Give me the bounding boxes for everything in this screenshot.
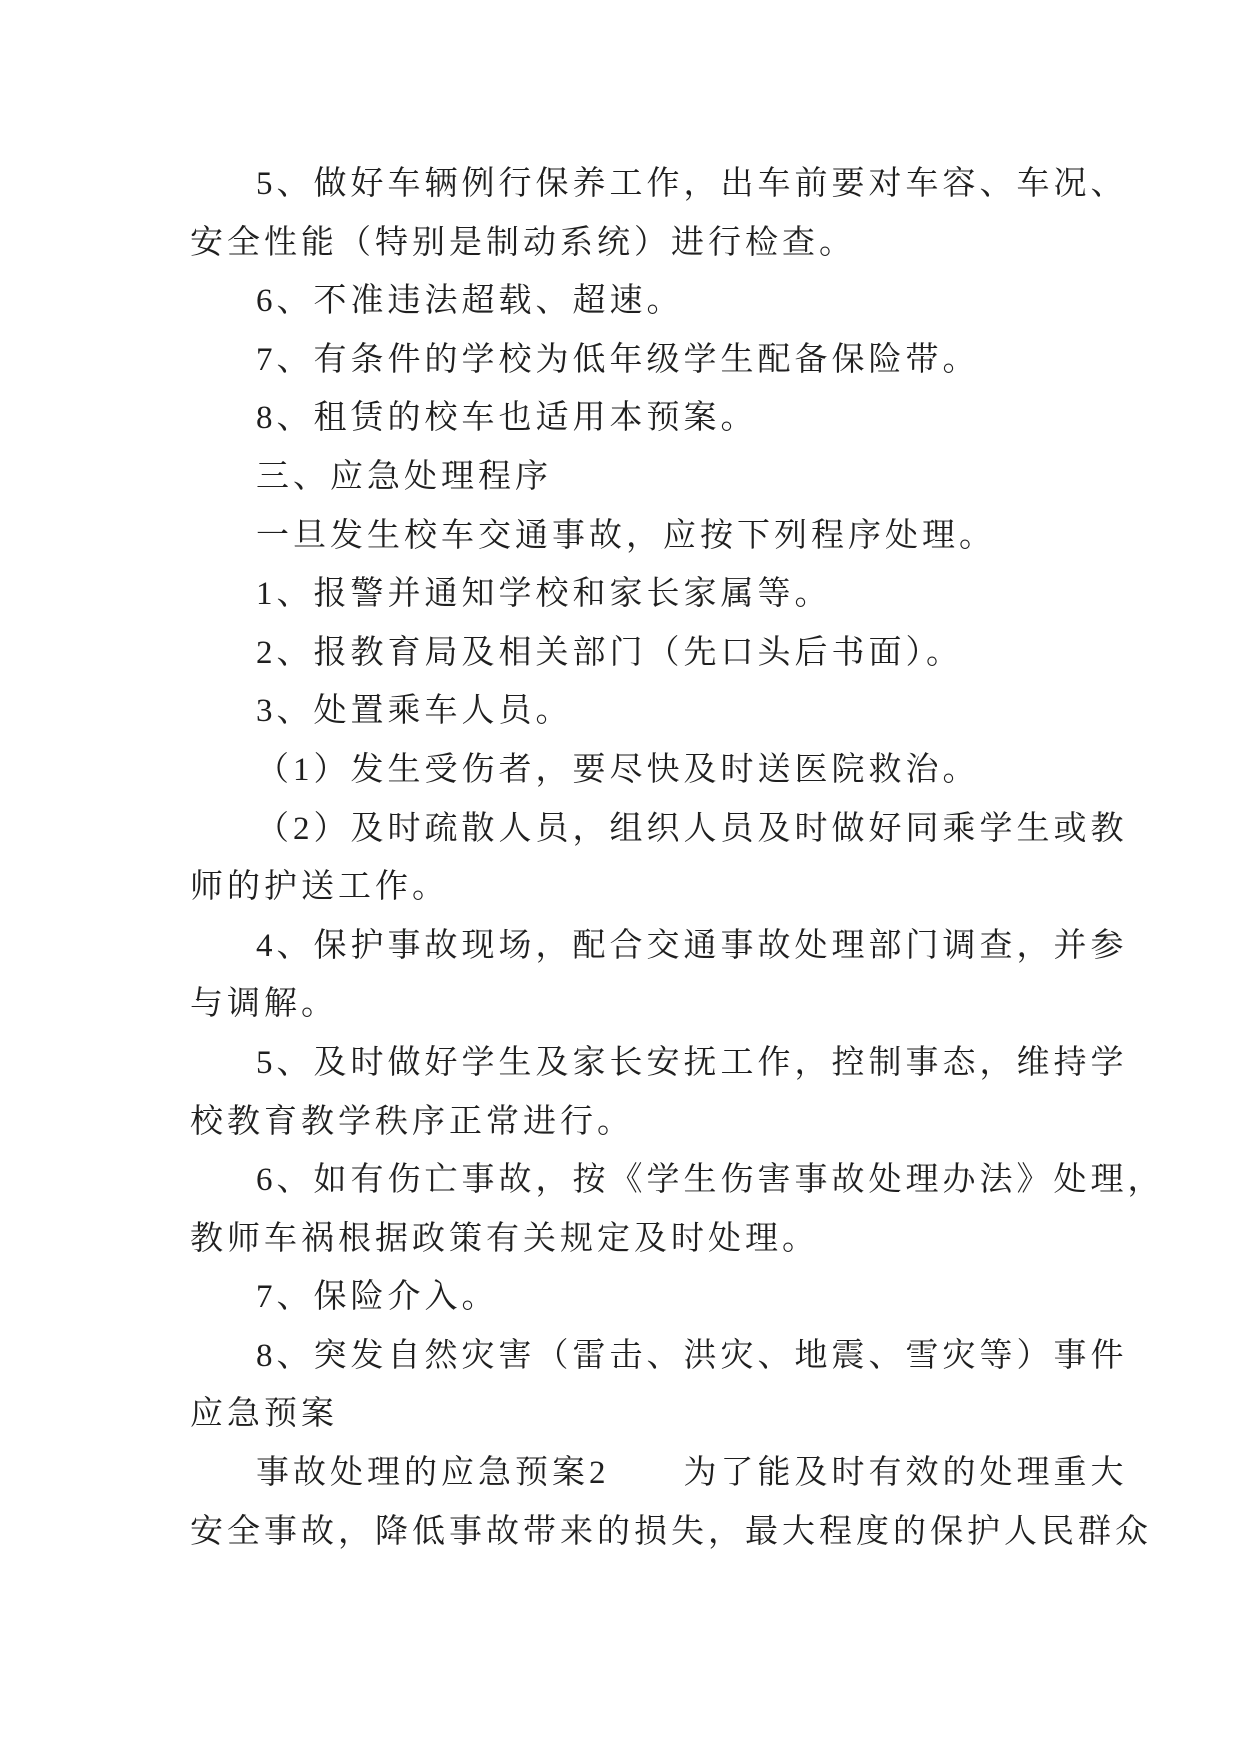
text-line: 4、保护事故现场，配合交通事故处理部门调查，并参 — [256, 927, 1128, 964]
text-line: 应急预案 — [190, 1396, 338, 1433]
text-line: 7、有条件的学校为低年级学生配备保险带。 — [256, 341, 980, 378]
text-line: 事故处理的应急预案2 为了能及时有效的处理重大 — [256, 1455, 1128, 1492]
text-line: 6、不准违法超载、超速。 — [256, 283, 684, 320]
text-line: （2）及时疏散人员，组织人员及时做好同乘学生或教 — [256, 810, 1128, 847]
text-line: 一旦发生校车交通事故，应按下列程序处理。 — [256, 517, 996, 554]
document-body — [190, 155, 1165, 1561]
text-line: 6、如有伤亡事故，按《学生伤害事故处理办法》处理， — [256, 1162, 1165, 1199]
text-line: 三、应急处理程序 — [256, 458, 552, 495]
text-line: 校教育教学秩序正常进行。 — [190, 1103, 634, 1140]
text-line: 5、及时做好学生及家长安抚工作，控制事态，维持学 — [256, 1044, 1128, 1081]
text-line: 5、做好车辆例行保养工作，出车前要对车容、车况、 — [256, 166, 1128, 202]
text-line: 2、报教育局及相关部门（先口头后书面）。 — [256, 634, 963, 671]
text-line: 8、租赁的校车也适用本预案。 — [256, 400, 758, 437]
text-line: 教师车祸根据政策有关规定及时处理。 — [190, 1220, 819, 1257]
text-line: 7、保险介入。 — [256, 1279, 499, 1316]
text-line: 安全性能（特别是制动系统）进行检查。 — [190, 224, 856, 261]
text-line: 安全事故，降低事故带来的损失，最大程度的保护人民群众 — [190, 1513, 1152, 1550]
text-line: 8、突发自然灾害（雷击、洪灾、地震、雪灾等）事件 — [256, 1337, 1128, 1374]
text-line: 1、报警并通知学校和家长家属等。 — [256, 576, 832, 613]
text-line: （1）发生受伤者，要尽快及时送医院救治。 — [256, 751, 980, 788]
text-line: 师的护送工作。 — [190, 869, 449, 906]
text-line: 3、处置乘车人员。 — [256, 693, 573, 730]
text-line: 与调解。 — [190, 986, 338, 1023]
